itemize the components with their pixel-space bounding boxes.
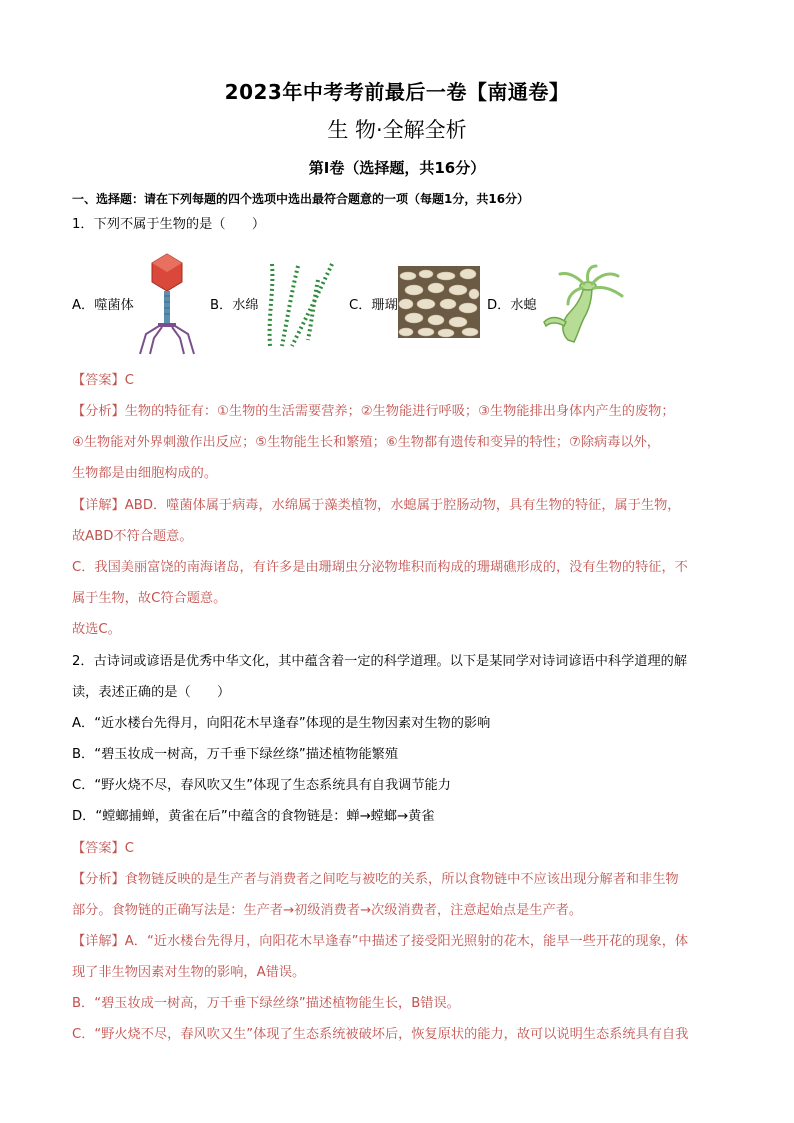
- q1-analysis-text-1: 生物的特征有：①生物的生活需要营养；②生物能进行呼吸；③生物能排出身体内产生的废物；: [124, 404, 675, 419]
- page-title: 2023年中考考前最后一卷【南通卷】: [224, 80, 570, 104]
- q2-answer: [72, 839, 728, 859]
- q2-stem-line-1: 2．古诗词或谚语是优秀中华文化，其中蕴含着一定的科学道理。以下是某同学对诗词谚语中科学道理的解: [72, 654, 688, 669]
- q2-analysis-line-2: 部分。食物链的正确写法是：生产者→初级消费者→次级消费者，注意起始点是生产者。: [72, 903, 583, 918]
- q1-analysis-tag: 【分析】: [72, 404, 125, 419]
- spirogyra-image: [262, 260, 340, 350]
- q2-detail-line-4: C．“野火烧不尽，春风吹又生”体现了生态系统被破坏后，恢复原状的能力，故可以说明生态系统具有自我: [72, 1027, 689, 1042]
- q2-option-d: D．“螳螂捕蝉，黄雀在后”中蕴含的食物链是：蝉→螳螂→黄雀: [72, 809, 435, 824]
- q2-option-a: A．“近水楼台先得月，向阳花木早逢春”体现的是生物因素对生物的影响: [72, 716, 491, 731]
- q2-answer-value: C: [124, 841, 134, 856]
- page-subtitle: 生 物·全解全析: [327, 118, 467, 142]
- q1-analysis-line-3: 生物都是由细胞构成的。: [72, 466, 218, 481]
- q1-detail-line-3: C．我国美丽富饶的南海诸岛，有许多是由珊瑚虫分泌物堆积而构成的珊瑚礁形成的，没有生物的特征，不: [72, 560, 688, 575]
- part-heading: 第Ⅰ卷（选择题，共16分）: [308, 159, 486, 177]
- q1-answer-tag: 【答案】: [72, 373, 125, 388]
- q2-analysis-tag: 【分析】: [72, 872, 125, 887]
- q1-detail-text-1: ABD．噬菌体属于病毒，水绵属于藻类植物，水螅属于腔肠动物，具有生物的特征，属于生物，: [124, 498, 681, 513]
- coral-image: [398, 266, 480, 338]
- q1-analysis-line-1: [72, 402, 728, 422]
- q1-stem: 1．下列不属于生物的是（ ）: [72, 217, 266, 232]
- q1-detail-line-1: [72, 496, 728, 516]
- q2-analysis-text-1: 食物链反映的是生产者与消费者之间吃与被吃的关系，所以食物链中不应该出现分解者和非生物: [124, 872, 679, 887]
- q2-option-b: B．“碧玉妆成一树高，万千垂下绿丝绦”描述植物能繁殖: [72, 747, 399, 762]
- q2-detail-tag: 【详解】: [72, 934, 125, 949]
- q1-detail-line-2: 故ABD不符合题意。: [72, 529, 193, 544]
- q2-detail-line-1: [72, 932, 728, 952]
- q2-option-c: C．“野火烧不尽，春风吹又生”体现了生态系统具有自我调节能力: [72, 778, 451, 793]
- q1-option-b-label: B．水绵: [210, 298, 259, 313]
- q1-detail-line-4: 属于生物，故C符合题意。: [72, 591, 227, 606]
- q2-analysis-line-1: [72, 870, 728, 890]
- q1-answer: [72, 371, 728, 391]
- hydra-image: [538, 262, 626, 344]
- q1-answer-value: C: [124, 373, 134, 388]
- q2-detail-line-3: B．“碧玉妆成一树高，万千垂下绿丝绦”描述植物能生长，B错误。: [72, 996, 460, 1011]
- q2-detail-line-2: 现了非生物因素对生物的影响，A错误。: [72, 965, 306, 980]
- q1-detail-tag: 【详解】: [72, 498, 125, 513]
- bacteriophage-image: [136, 252, 198, 356]
- q2-detail-text-1: A．“近水楼台先得月，向阳花木早逢春”中描述了接受阳光照射的花木，能早一些开花的现象，体: [124, 934, 689, 949]
- q2-answer-tag: 【答案】: [72, 841, 125, 856]
- q1-option-d-label: D．水螅: [487, 298, 537, 313]
- q1-option-a-label: A．噬菌体: [72, 298, 134, 313]
- q1-option-c-label: C．珊瑚: [349, 298, 398, 313]
- q1-conclusion: 故选C。: [72, 622, 121, 637]
- q1-analysis-line-2: ④生物能对外界刺激作出反应；⑤生物能生长和繁殖；⑥生物都有遗传和变异的特性；⑦除病毒以外，: [72, 435, 660, 450]
- q2-stem-line-2: 读，表述正确的是（ ）: [72, 685, 231, 700]
- section-instructions: 一、选择题：请在下列每题的四个选项中选出最符合题意的一项（每题1分，共16分）: [72, 192, 530, 206]
